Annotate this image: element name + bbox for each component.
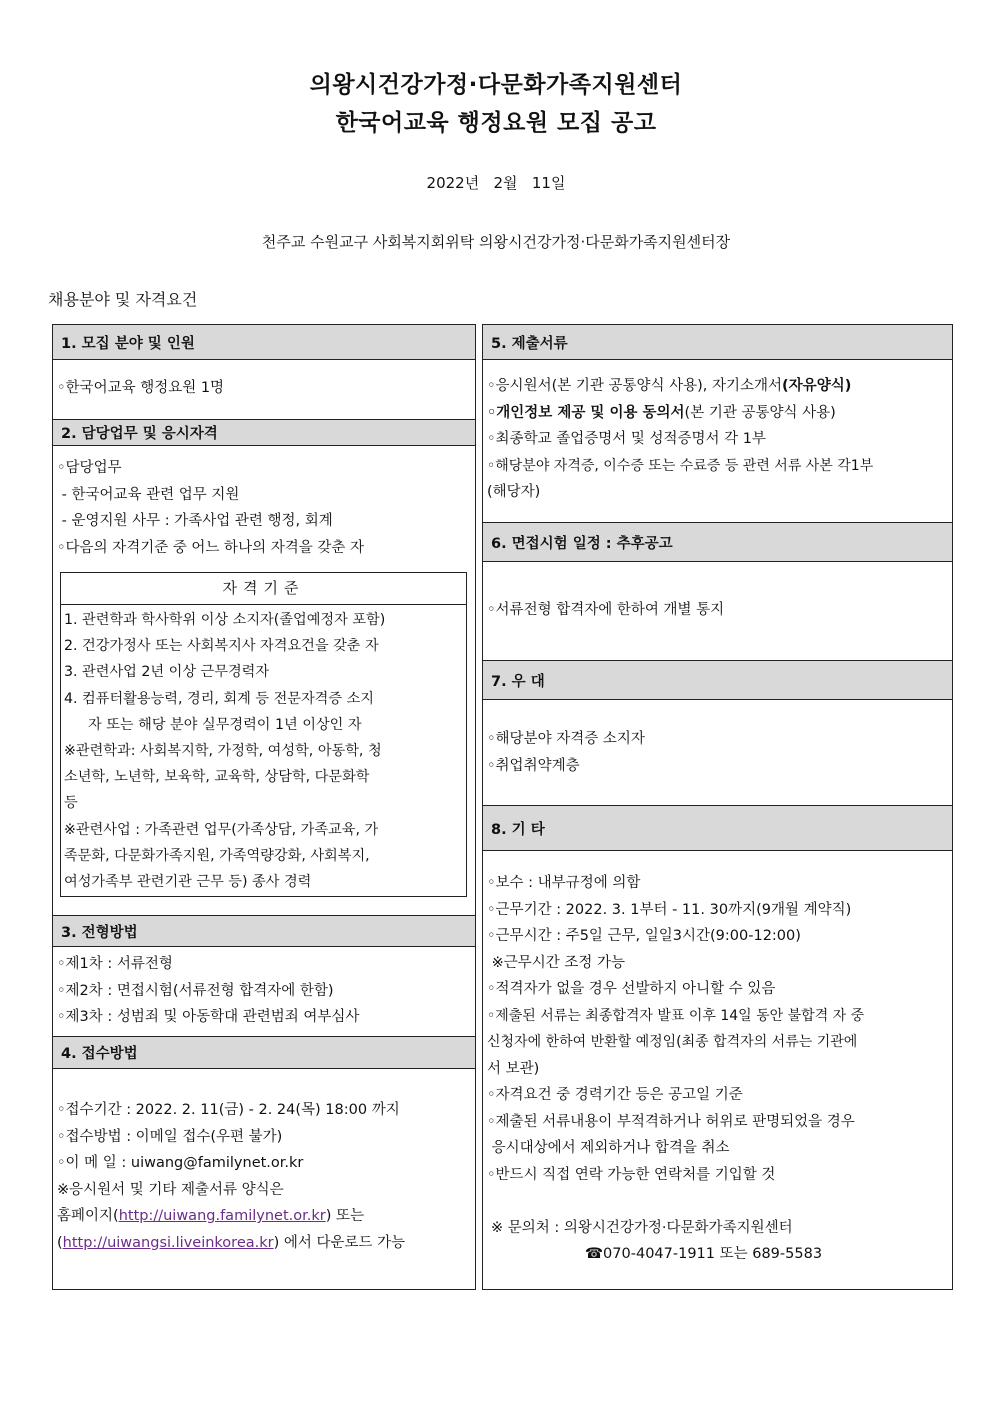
section-6-header: 6. 면접시험 일정 : 추후공고 [483, 522, 952, 562]
alt-suffix: ) 에서 다운로드 가능 [273, 1234, 406, 1251]
section-8-line: ◦근무기간 : 2022. 3. 1부터 - 11. 30까지(9개월 계약직) [487, 901, 852, 918]
homepage-suffix: ) 또는 [325, 1208, 364, 1224]
qualification-box [60, 572, 467, 897]
spacer [487, 1188, 948, 1215]
qualification-line: 여성가족부 관련기관 근무 등) 종사 경력 [64, 873, 312, 890]
section-7-body [483, 726, 952, 779]
section-4-line: ◦접수기간 : 2022. 2. 11(금) - 2. 24(목) 18:00 까지 [57, 1102, 400, 1118]
section-4-line: ※응시원서 및 기타 제출서류 양식은 [57, 1181, 284, 1198]
qualification-line: 소년학, 노년학, 보육학, 교육학, 상담학, 다문화학 [64, 769, 370, 786]
section-5-line: ◦해당분야 자격증, 이수증 또는 수료증 등 관련 서류 사본 각1부 [487, 457, 874, 474]
section-8-header: 8. 기 타 [483, 805, 952, 851]
alt-prefix: ( [57, 1234, 63, 1251]
homepage-line [57, 1203, 471, 1230]
qualification-line: 3. 관련사업 2년 이상 근무경력자 [64, 664, 270, 681]
left-column [52, 324, 476, 1290]
qualification-line: 1. 관련학과 학사학위 이상 소지자(졸업예정자 포함) [64, 612, 386, 628]
section-2-line: - 한국어교육 관련 업무 지원 [57, 486, 240, 503]
section-8-line: ◦제출된 서류내용이 부적격하거나 허위로 판명되었을 경우 [487, 1113, 855, 1130]
issuer: 천주교 수원교구 사회복지회위탁 의왕시건강가정·다문화가족지원센터장 [261, 233, 731, 251]
homepage-link[interactable]: http://uiwang.familynet.or.kr [118, 1208, 326, 1224]
section-4-line: ◦이 메 일 : uiwang@familynet.or.kr [57, 1155, 304, 1171]
section-8-line: ◦보수 : 내부규정에 의함 [487, 875, 641, 891]
title-center-name: 의왕시건강가정·다문화가족지원센터 [309, 72, 683, 98]
section-8-line: ◦자격요건 중 경력기간 등은 공고일 기준 [487, 1087, 743, 1103]
section-5-line [487, 373, 948, 400]
contact-line: ※ 문의처 : 의왕시건강가정·다문화가족지원센터 [491, 1219, 793, 1236]
section-2-line: - 운영지원 사무 : 가족사업 관련 행정, 회계 [57, 513, 333, 529]
qualification-line: 2. 건강가정사 또는 사회복지사 자격요건을 갖춘 자 [64, 638, 379, 655]
section-5-line: (해당자) [487, 484, 541, 500]
section-1-body [53, 375, 475, 402]
section-2-body [53, 455, 475, 561]
section-8-line: ◦제출된 서류는 최종합격자 발표 이후 14일 동안 불합격 자 중 [487, 1007, 865, 1024]
section-5-line: ◦최종학교 졸업증명서 및 성적증명서 각 1부 [487, 431, 766, 447]
section-3-header: 3. 전형방법 [53, 915, 475, 947]
section-3-body [53, 951, 475, 1031]
privacy-consent-bold: ◦개인정보 제공 및 이용 동의서 [487, 404, 685, 421]
section-8-line: ◦반드시 직접 연락 가능한 연락처를 기입할 것 [487, 1166, 776, 1183]
section-3-line: ◦제2차 : 면접시험(서류전형 합격자에 한함) [57, 982, 334, 999]
section-5-body [483, 373, 952, 506]
qualification-line: 등 [64, 795, 78, 812]
section-8-body [483, 870, 952, 1268]
section-4-body [53, 1097, 475, 1256]
section-2-line: ◦다음의 자격기준 중 어느 하나의 자격을 갖춘 자 [57, 539, 364, 556]
section-5-header: 5. 제출서류 [483, 325, 952, 360]
qualification-line: 4. 컴퓨터활용능력, 경리, 회계 등 전문자격증 소지 [64, 690, 375, 707]
qualification-line: ※관련학과: 사회복지학, 가정학, 여성학, 아동학, 청 [64, 742, 382, 759]
section-7-header: 7. 우 대 [483, 660, 952, 700]
alt-site-line [57, 1230, 471, 1257]
alt-site-link[interactable]: http://uiwangsi.liveinkorea.kr [62, 1234, 274, 1251]
contact-phone: ☎070-4047-1911 또는 689-5583 [585, 1246, 823, 1262]
qualification-line: 족문화, 다문화가족지원, 가족역량강화, 사회복지, [64, 847, 370, 864]
section-6-body [483, 597, 952, 624]
section-8-line: ※근무시간 조정 가능 [487, 954, 626, 971]
section-3-line: ◦제3차 : 성범죄 및 아동학대 관련범죄 여부심사 [57, 1009, 360, 1025]
section-2-line: ◦담당업무 [57, 460, 122, 476]
section-heading: 채용분야 및 자격요건 [48, 290, 198, 309]
section-5-line [487, 400, 948, 427]
documents-item: ◦응시원서(본 기관 공통양식 사용), 자기소개서 [487, 378, 783, 394]
section-8-line: 응시대상에서 제외하거나 합격을 취소 [487, 1140, 730, 1156]
announcement-date: 2022년 2월 11일 [426, 174, 566, 192]
homepage-prefix: 홈페이지( [57, 1208, 119, 1224]
section-6-line: ◦서류전형 합격자에 한하여 개별 통지 [487, 602, 725, 618]
section-4-line: ◦접수방법 : 이메일 접수(우편 불가) [57, 1128, 283, 1145]
section-2-header: 2. 담당업무 및 응시자격 [53, 419, 475, 446]
section-7-line: ◦해당분야 자격증 소지자 [487, 731, 645, 747]
documents-item-bold: (자유양식) [782, 378, 852, 394]
section-8-line: ◦적격자가 없을 경우 선발하지 아니할 수 있음 [487, 981, 776, 997]
section-7-line: ◦취업취약계층 [487, 757, 580, 774]
section-8-line: 서 보관) [487, 1060, 540, 1077]
right-column [482, 324, 953, 1290]
section-8-line: 신청자에 한하여 반환할 예정임(최종 합격자의 서류는 기관에 [487, 1034, 858, 1050]
section-1-header: 1. 모집 분야 및 인원 [53, 325, 475, 360]
section-3-line: ◦제1차 : 서류전형 [57, 956, 173, 972]
privacy-consent-note: (본 기관 공통양식 사용) [684, 404, 836, 421]
title-recruitment: 한국어교육 행정요원 모집 공고 [335, 110, 657, 136]
qualification-title: 자격기준 [61, 573, 466, 605]
qualification-line: ※관련사업 : 가족관련 업무(가족상담, 가족교육, 가 [64, 821, 379, 838]
section-4-header: 4. 접수방법 [53, 1036, 475, 1069]
qualification-line: 자 또는 해당 분야 실무경력이 1년 이상인 자 [88, 716, 362, 733]
section-1-line: ◦한국어교육 행정요원 1명 [57, 380, 225, 396]
section-8-line: ◦근무시간 : 주5일 근무, 일일3시간(9:00-12:00) [487, 928, 801, 944]
